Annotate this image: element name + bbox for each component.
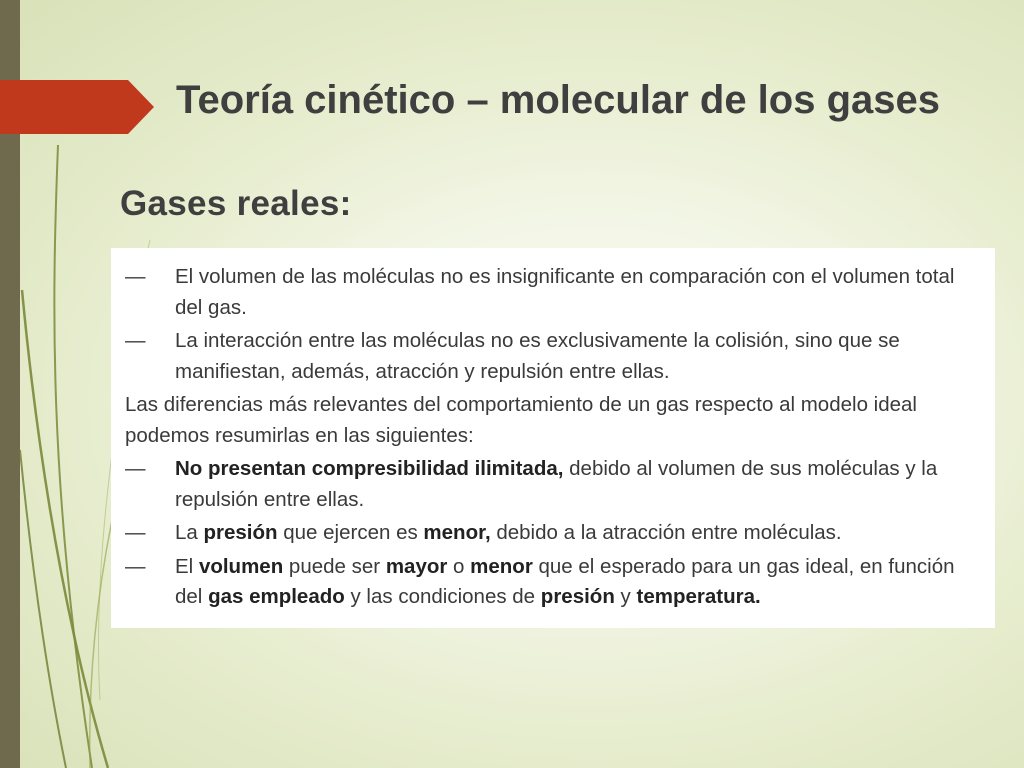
bullet-text: El volumen de las moléculas no es insignificante en comparación con el volumen total del gas. xyxy=(175,265,955,319)
dash-marker: — xyxy=(125,265,146,288)
title-arrow-shape xyxy=(0,80,154,134)
textbook-excerpt xyxy=(111,248,995,628)
dash-marker: — xyxy=(125,457,146,480)
bold-term: volumen xyxy=(198,554,284,578)
bullet-item xyxy=(125,262,985,323)
bold-term: presión xyxy=(540,585,615,608)
text-run: El xyxy=(175,554,199,578)
slide-subtitle: Gases reales: xyxy=(120,184,352,223)
text-run: debido al volumen de sus moléculas y la repulsión entre ellas. xyxy=(175,457,938,511)
dash-marker: — xyxy=(125,554,146,578)
bullet-item xyxy=(125,518,985,549)
text-run: y las condiciones de xyxy=(344,585,541,608)
text-run: y xyxy=(614,585,637,608)
bold-term: mayor xyxy=(385,554,448,578)
bold-term: temperatura. xyxy=(636,585,761,608)
text-run: debido a la atracción entre moléculas. xyxy=(490,521,842,544)
text-run: La xyxy=(175,521,204,544)
text-run: que ejercen es xyxy=(277,521,424,544)
dash-marker: — xyxy=(125,521,146,544)
bullet-item xyxy=(125,552,985,613)
text-run: o xyxy=(447,554,471,578)
summary-paragraph: Las diferencias más relevantes del comportamiento de un gas respecto al modelo ideal podemos resumirlas en las siguientes: xyxy=(125,393,917,447)
slide-title: Teoría cinético – molecular de los gases xyxy=(176,78,941,122)
bold-term: gas empleado xyxy=(208,585,345,608)
bold-term: menor, xyxy=(423,521,491,544)
bullet-item xyxy=(125,454,985,515)
bullet-text xyxy=(175,552,985,613)
text-run: que el esperado para un gas ideal, en función del xyxy=(175,554,955,608)
bold-term: No presentan compresibilidad ilimitada, xyxy=(175,457,564,480)
text-run: puede ser xyxy=(283,554,386,578)
bullet-text: La interacción entre las moléculas no es exclusivamente la colisión, sino que se manifiestan, además, atracción y repulsión entre ellas. xyxy=(175,329,900,383)
bullet-text xyxy=(175,518,985,549)
bullet-text xyxy=(175,454,985,515)
bullet-item xyxy=(125,326,985,387)
bold-term: menor xyxy=(470,554,533,578)
bold-term: presión xyxy=(203,521,278,544)
dash-marker: — xyxy=(125,329,146,352)
